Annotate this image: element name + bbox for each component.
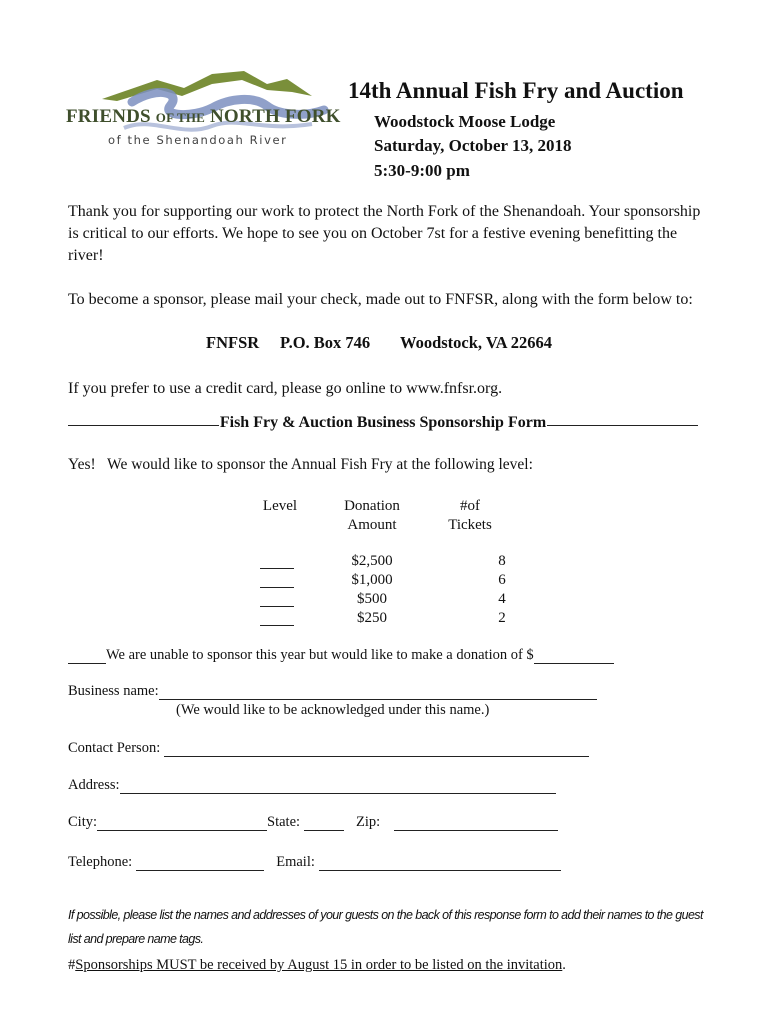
donation-amount: $500: [357, 591, 387, 607]
ticket-count: 2: [498, 610, 506, 626]
contact-person-field[interactable]: [164, 742, 589, 757]
organization-logo: [62, 66, 341, 158]
donation-amount: $2,500: [351, 553, 393, 569]
level-checkbox-line[interactable]: [260, 587, 294, 588]
contact-person-row: [68, 740, 589, 757]
divider-dash-right: [547, 425, 698, 426]
table-header-level: Level: [262, 498, 298, 514]
ticket-count: 6: [498, 572, 506, 588]
state-field[interactable]: [304, 816, 344, 831]
deadline-text: Sponsorships MUST be received by August 15 in order to be listed on the invitation: [75, 957, 563, 973]
contact-person-label: Contact Person:: [68, 740, 161, 756]
form-title: Fish Fry & Auction Business Sponsorship Form: [219, 414, 547, 431]
divider-dash-left: [68, 425, 219, 426]
event-venue: Woodstock Moose Lodge: [374, 112, 556, 131]
mail-instructions-paragraph: To become a sponsor, please mail your check, made out to FNFSR, along with the form below to:: [68, 291, 693, 308]
event-time: 5:30-9:00 pm: [374, 161, 470, 180]
business-name-field[interactable]: [159, 685, 597, 700]
zip-label: Zip:: [356, 814, 381, 830]
donation-row: [68, 647, 614, 664]
deadline-prefix: #: [68, 957, 76, 973]
event-date: Saturday, October 13, 2018: [374, 136, 572, 155]
logo-subtitle: of the Shenandoah River: [108, 133, 288, 147]
donation-amount: $250: [357, 610, 387, 626]
level-checkbox-line[interactable]: [260, 568, 294, 569]
city-label: City:: [68, 814, 98, 830]
table-header-tickets: #of Tickets: [448, 498, 492, 533]
address-po-box: P.O. Box 746: [280, 333, 371, 352]
level-checkbox-line[interactable]: [260, 606, 294, 607]
address-row: [68, 777, 556, 794]
email-field[interactable]: [319, 856, 561, 871]
acknowledgement-note: (We would like to be acknowledged under this name.): [176, 702, 490, 718]
donation-amount: $1,000: [351, 572, 393, 588]
deadline-note: [68, 957, 566, 974]
guest-list-note: If possible, please list the names and addresses of your guests on the back of this response form to add their names to the guest list and prepare name tags.: [68, 908, 703, 946]
table-header-donation: Donation Amount: [344, 498, 400, 533]
form-title-divider: [68, 414, 698, 432]
city-field[interactable]: [97, 816, 267, 831]
telephone-email-row: [68, 854, 561, 871]
deadline-suffix: .: [562, 957, 566, 973]
donation-amount-field[interactable]: [534, 649, 614, 664]
ticket-count: 4: [498, 591, 506, 607]
event-title: 14th Annual Fish Fry and Auction: [348, 78, 684, 103]
sponsor-yes-statement: Yes! We would like to sponsor the Annual Fish Fry at the following level:: [68, 456, 533, 473]
city-state-zip-row: [68, 814, 558, 831]
zip-field[interactable]: [394, 816, 558, 831]
ticket-count: 8: [498, 553, 506, 569]
address-field[interactable]: [120, 779, 556, 794]
telephone-field[interactable]: [136, 856, 264, 871]
level-checkbox-line[interactable]: [260, 625, 294, 626]
logo-organization-name: FRIENDS OF THE NORTH FORK: [66, 106, 341, 127]
address-label: Address:: [68, 777, 120, 793]
business-name-label: Business name:: [68, 683, 159, 699]
telephone-label: Telephone:: [68, 854, 133, 870]
email-label: Email:: [276, 854, 315, 870]
donation-statement: We are unable to sponsor this year but would like to make a donation of $: [106, 647, 534, 663]
online-payment-paragraph: If you prefer to use a credit card, please go online to www.fnfsr.org.: [68, 380, 503, 397]
state-label: State:: [267, 814, 301, 830]
donation-check-line[interactable]: [68, 649, 106, 664]
thank-you-paragraph: Thank you for supporting our work to protect the North Fork of the Shenandoah. Your sponsorship is critical to our efforts. We hope to see you on October 7st for a festive evening benefitting the river!: [68, 203, 701, 264]
address-org: FNFSR: [206, 333, 260, 352]
business-name-row: [68, 683, 597, 700]
address-city: Woodstock, VA 22664: [400, 333, 553, 352]
